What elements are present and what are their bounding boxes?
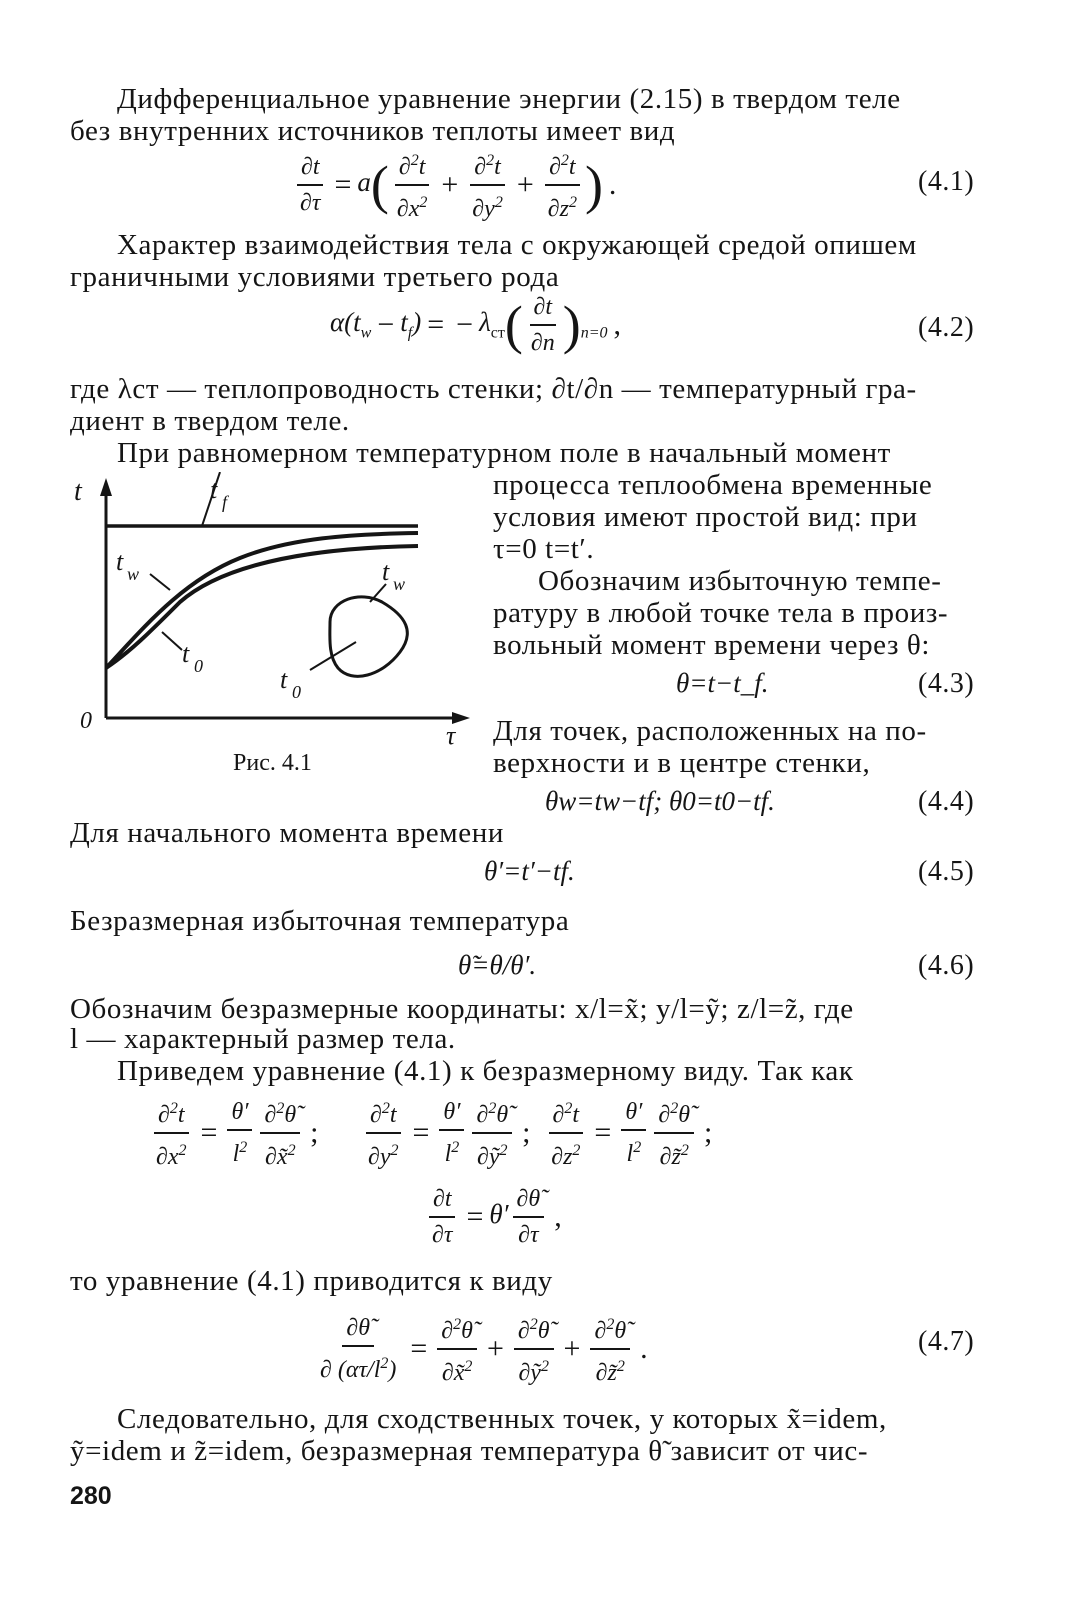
equation-number: (4.3) xyxy=(918,668,975,699)
text-line: Безразмерная избыточная температура xyxy=(70,905,570,937)
text-line: где λст — теплопроводность стенки; ∂t/∂n — температурный гра- xyxy=(70,373,917,405)
equation-number: (4.6) xyxy=(918,950,975,981)
figure-caption: Рис. 4.1 xyxy=(233,750,312,776)
text-line: Характер взаимодействия тела с окружающей средой опишем xyxy=(117,229,917,261)
label-t0-body-sub: 0 xyxy=(292,682,301,702)
text-line: Обозначим избыточную темпе- xyxy=(538,565,942,597)
text-line: верхности и в центре стенки, xyxy=(493,747,871,779)
label-tau: τ xyxy=(446,721,456,750)
equation-4-5: θ′=t′−tf. xyxy=(484,856,575,886)
leader-t0-curve xyxy=(162,632,182,650)
text-line: Следовательно, для сходственных точек, у которых x̃=idem, xyxy=(117,1403,887,1435)
figure-4-1 xyxy=(70,472,480,782)
text-line: l — характерный размер тела. xyxy=(70,1023,456,1055)
equation-4-3: θ=t−t_f. xyxy=(676,668,769,698)
label-tw-right-sub: w xyxy=(393,574,406,594)
equation-number: (4.1) xyxy=(918,166,975,197)
text-line: процесса теплообмена временные xyxy=(493,469,933,501)
label-tf-sub: f xyxy=(222,492,228,512)
equation-4-6: θ̃=θ/θ′. xyxy=(458,950,537,980)
text-line: то уравнение (4.1) приводится к виду xyxy=(70,1265,553,1297)
equation-number: (4.4) xyxy=(918,786,975,817)
text-line: Обозначим безразмерные координаты: x/l=x̃; y/l=ỹ; z/l=z̃, где xyxy=(70,993,854,1025)
equation-number: (4.5) xyxy=(918,856,975,887)
label-t0-body: t xyxy=(280,665,288,694)
text-line: Для точек, расположенных на по- xyxy=(493,715,927,747)
label-tw-left: t xyxy=(116,547,124,576)
text-line: ỹ=idem и z̃=idem, безразмерная температура θ̃ зависит от чис- xyxy=(70,1435,869,1467)
text-line: Для начального момента времени xyxy=(70,817,504,849)
text-line: без внутренних источников теплоты имеет вид xyxy=(70,115,676,147)
text-line: условия имеют простой вид: при xyxy=(493,501,918,533)
y-axis-arrow xyxy=(100,478,112,496)
text-line: Приведем уравнение (4.1) к безразмерному виду. Так как xyxy=(117,1055,854,1087)
equation-derivatives: $\frac{\partial^2t}{\partial x^2}$ = $\frac{\theta'}{l^2}$ $\frac{\partial^2\thetã}{\partial x̃^2}$ ; $\frac{\partial^2t}{\partial y^2}$ = $\frac{\theta'}{l^2}$ $\frac{\partial^2\thetã}{\partial ỹ^2}$ ; $\frac{\partial^2t}{\partial z^2}$ = $\frac{\theta'}{l^2}$ $\frac{\partial^2\thetã}{\partial z̃^2}$ ; xyxy=(148,1094,718,1172)
page-number: 280 xyxy=(70,1482,112,1510)
leader-t0-body xyxy=(310,642,356,670)
leader-tw-left xyxy=(150,574,170,590)
equation-number: (4.2) xyxy=(918,312,975,343)
label-t: t xyxy=(74,476,82,507)
label-tf: t xyxy=(210,475,218,504)
body-contour xyxy=(330,597,407,676)
text-line: τ=0 t=t′. xyxy=(493,533,595,565)
text-line: вольный момент времени через θ: xyxy=(493,629,931,661)
equation-4-7: $\frac{\partial\thetã}{\partial (\alpha\tau/l^2)}$ = $\frac{\partial^2\thetã}{\partial x̃^2}$ + $\frac{\partial^2\thetã}{\partial ỹ^2}$ + $\frac{\partial^2\thetã}{\partial z̃^2}$ . xyxy=(312,1310,654,1388)
equation-number: (4.7) xyxy=(918,1326,975,1357)
label-t0-curve: t xyxy=(182,639,190,668)
text-line: граничными условиями третьего рода xyxy=(70,261,560,293)
text-line: ратуру в любой точке тела в произ- xyxy=(493,597,949,629)
text-line: диент в твердом теле. xyxy=(70,405,350,437)
equation-4-2: $\alpha(t_w - t_f)$ = − $\lambda_{ст}$( $\frac{\partial t}{\partial n}$ )$_{n=0}$ , xyxy=(330,294,621,356)
equation-4-4: θw=tw−tf; θ0=t0−tf. xyxy=(545,786,775,816)
text-line: При равномерном температурном поле в начальный момент xyxy=(117,437,891,469)
label-tw-left-sub: w xyxy=(127,564,140,584)
label-tw-right: t xyxy=(382,557,390,586)
label-t0-curve-sub: 0 xyxy=(194,656,203,676)
text-line: Дифференциальное уравнение энергии (2.15) в твердом теле xyxy=(117,83,901,115)
curve-t0 xyxy=(106,546,418,668)
label-origin: 0 xyxy=(80,708,92,734)
equation-time-derivative: $\frac{\partial t}{\partial\tau}$ = θ′ $\frac{\partial\thetã}{\partial\tau}$ , xyxy=(424,1184,568,1250)
equation-4-1: $\frac{\partial t}{\partial\tau}$ = a( $\frac{\partial^2t}{\partial x^2}$ + $\frac{\partial^2t}{\partial y^2}$ + $\frac{\partial^2t}{\partial z^2}$ ) . xyxy=(292,146,622,224)
